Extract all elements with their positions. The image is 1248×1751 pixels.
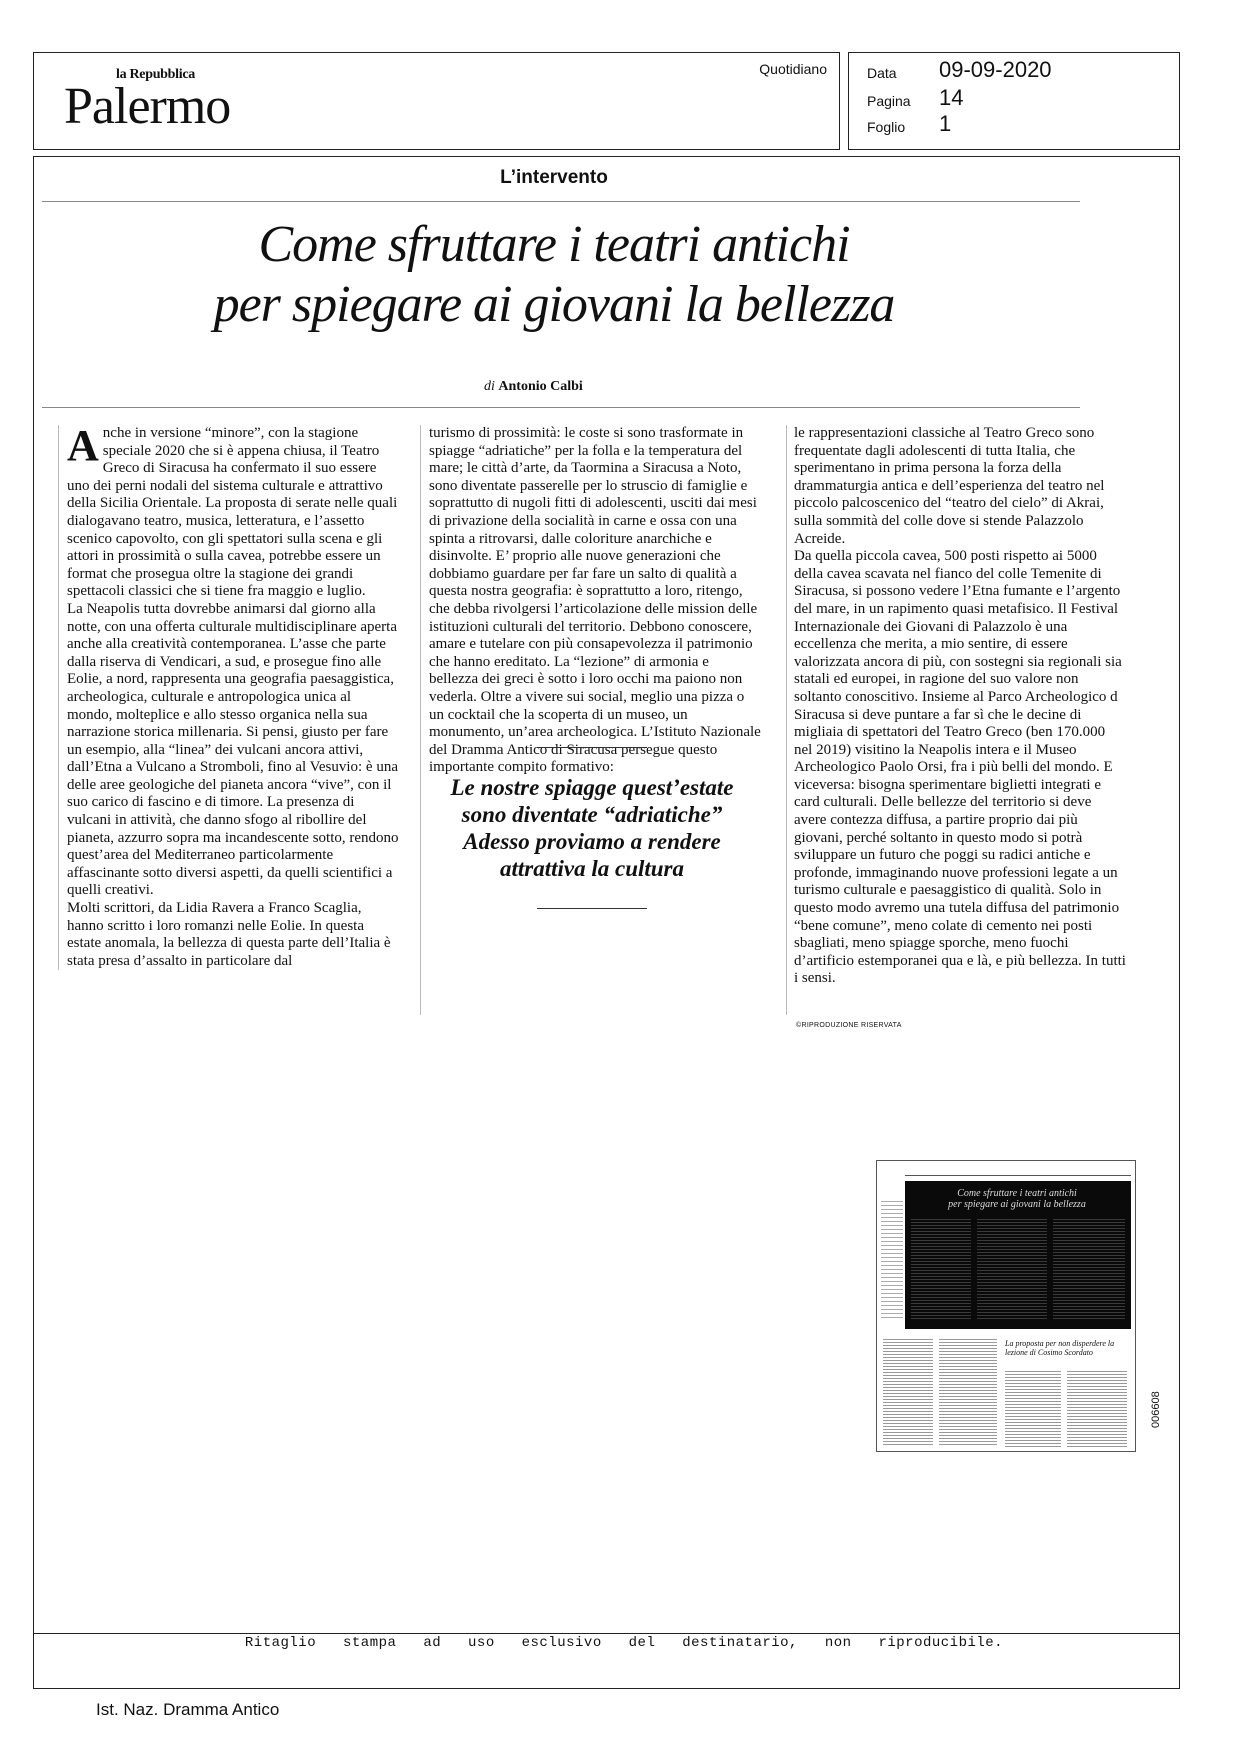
thumbnail-text-column	[1005, 1371, 1061, 1447]
article-column-3	[794, 425, 1126, 988]
paragraph: Da quella piccola cavea, 500 posti rispetto ai 5000 della cavea scavata nel fianco del colle Temenite di Siracusa, si possono vedere l’Etna fumante e l’argento del mare, in un rapimento quasi metafisico. Il Festival Internazionale dei Giovani di Palazzolo è una eccellenza che merita, a mio sentire, di essere valorizzata ancora di più, con sostegni sia regionali sia statali ed europei, in ragione del suo valore non soltanto conoscitivo. Insieme al Parco Archeologico d Siracusa si deve puntare a far sì che le decine di migliaia di spettatori del Teatro Greco (ben 170.000 nel 2019) visitino la Neapolis intera e il Museo Archeologico Paolo Orsi, fra i più belli del mondo. E viceversa: bisogna sperimentare biglietti integrati e card culturali. Delle bellezze del territorio si deve avere contezza diffusa, a partire proprio dai più giovani, perché soltanto in questo modo si potrà sviluppare un futuro che poggi su radici antiche e profonde, immaginando nuove professioni legate a un turismo culturale e paesaggistico di qualità. Solo in questo modo avremo una tutela diffusa del patrimonio “bene comune”, meno colate di cemento nei posti sbagliati, meno spiagge sporche, meno fuochi d’artificio estemporanei qua e là, e più bellezza. In tutti i sensi.	[794, 548, 1126, 987]
paragraph: Molti scrittori, da Lidia Ravera a Franco Scaglia, hanno scritto i loro romanzi nelle Eolie. In questa estate anomala, la bellezza di questa parte dell’Italia è stata presa d’assalto in particolare dal	[67, 900, 391, 969]
meta-label-page: Pagina	[867, 93, 911, 109]
clipping-notice: Ritaglio stampa ad uso esclusivo del destinatario, non riproducibile.	[244, 1635, 1004, 1651]
column-rule	[420, 425, 421, 1015]
drop-cap: A	[67, 421, 99, 470]
byline-prefix: di	[484, 379, 495, 394]
pull-quote-text: Le nostre spiagge quest’estate sono diventate “adriatiche” Adesso proviamo a rendere attrattiva la cultura	[450, 775, 734, 881]
meta-label-sheet: Foglio	[867, 119, 906, 135]
edition-name: Palermo	[64, 78, 231, 135]
headline	[94, 215, 1014, 335]
divider	[42, 201, 1080, 202]
copyright-note: ©RIPRODUZIONE RISERVATA	[796, 1022, 902, 1029]
meta-value-sheet: 1	[939, 111, 952, 136]
article-column-1	[58, 421, 399, 970]
publication-type: Quotidiano	[759, 61, 827, 77]
byline-author: Antonio Calbi	[498, 379, 583, 394]
source-label: Ist. Naz. Dramma Antico	[96, 1700, 280, 1719]
meta-value-date: 09-09-2020	[939, 57, 1052, 82]
thumbnail-text-column	[977, 1219, 1047, 1319]
thumbnail-text-column	[911, 1219, 971, 1319]
paragraph: le rappresentazioni classiche al Teatro Greco sono frequentate dagli adolescenti di tutta Italia, che sperimentano in prima persona la forza della drammaturgia antica e dell’esperienza del teatro nel piccolo palcoscenico del “teatro del cielo” di Akrai, sulla sommità del colle dove si stende Palazzolo Acreide.	[794, 425, 1105, 547]
thumbnail-text-column	[883, 1339, 933, 1447]
divider	[42, 407, 1080, 408]
thumbnail-title-line-2: per spiegare ai giovani la bellezza	[948, 1199, 1086, 1210]
divider	[537, 908, 647, 909]
meta-value-page: 14	[939, 85, 964, 110]
thumbnail-title-line-1: Come sfruttare i teatri antichi	[957, 1188, 1077, 1199]
paragraph: turismo di prossimità: le coste si sono trasformate in spiagge “adriatiche” per la folla e la temperatura del mare; le città d’arte, da Taormina a Siracusa a Noto, sono diventate passerelle per lo struscio di famiglie e soprattutto di nugoli fitti di adolescenti, usciti dai mesi di privazione della socialità in carne e ossa con una spinta a ritrovarsi, dalle coloriture anarchiche e disinvolte. E’ proprio alle nuove generazioni che dobbiamo guardare per far fare un salto di qualità a questa nostra geografia: è soprattutto a loro, ritengo, che debba rivolgersi l’articolazione delle mission delle istituzioni culturali del territorio. Debbono conoscere, amare e tutelare con più consapevolezza il patrimonio che hanno ereditato. La “lezione” di armonia e bellezza dei greci è sotto i loro occhi ma paiono non vederla. Oltre a vivere sui social, meglio una pizza o un cocktail che la scoperta di un museo, un monumento, un’area archeologica. L’Istituto Nazionale del Dramma Antico di Siracusa persegue questo importante compito formativo:	[429, 425, 761, 776]
thumbnail-sidebar	[881, 1201, 903, 1321]
meta-box	[848, 52, 1180, 150]
thumbnail-text-column	[939, 1339, 997, 1447]
thumbnail-title	[917, 1188, 1117, 1210]
thumbnail-subtitle: La proposta per non disperdere la lezione di Cosimo Scordato	[1005, 1339, 1115, 1357]
headline-line-1: Come sfruttare i teatri antichi	[258, 216, 850, 273]
column-rule	[786, 425, 787, 1015]
paragraph: La Neapolis tutta dovrebbe animarsi dal giorno alla notte, con una offerta culturale multidisciplinare aperta anche alla creatività contemporanea. L’asse che parte dalla riserva di Vendicari, a sud, e prosegue fino alle Eolie, a nord, rappresenta una geografia paesaggistica, archeologica, culturale e antropologica unica al mondo, molteplice e allo stesso organica nella sua narrazione storica millenaria. Si pensi, giusto per fare un esempio, alla “linea” dei vulcani ancora attivi, dall’Etna a Vulcano a Stromboli, fino al Vesuvio: è una delle aree geologiche del pianeta ancora “vive”, con il suo carico di fascino e di timore. La presenza di vulcani in attività, che danno sfogo al ribollire del pianeta, azzurro sopra ma incandescente sotto, rendono quest’area del Mediterraneo particolarmente affascinante sotto diversi aspetti, da quelli scientifici a quelli creativi.	[67, 600, 399, 899]
divider	[537, 747, 647, 748]
pull-quote	[432, 747, 752, 909]
section-label: L’intervento	[500, 167, 608, 188]
paragraph: nche in versione “minore”, con la stagione speciale 2020 che si è appena chiusa, il Teatro Greco di Siracusa ha confermato il suo essere uno dei perni nodali del sistema culturale e attrattivo della Sicilia Orientale. La proposta di serate nelle quali dialogavano teatro, musica, letteratura, e l’assetto scenico capovolto, con gli spettatori sulla scena e gli attori in prossimità o sulla cavea, potrebbe essere un format che prosegua oltre la stagione dei grandi spettacoli classici che si tiene fra maggio e luglio.	[67, 425, 398, 600]
thumbnail-text-column	[1053, 1219, 1125, 1319]
document-code: 006608	[1150, 1391, 1162, 1428]
byline	[484, 379, 583, 395]
publisher-name: la Repubblica	[116, 67, 195, 82]
meta-label-date: Data	[867, 65, 897, 81]
thumbnail-text-column	[1067, 1371, 1127, 1447]
article-box	[33, 156, 1180, 1689]
headline-line-2: per spiegare ai giovani la bellezza	[213, 276, 895, 333]
page-thumbnail	[876, 1160, 1136, 1452]
masthead-box	[33, 52, 840, 150]
thumbnail-header	[905, 1165, 1131, 1176]
article-column-2	[429, 425, 761, 777]
